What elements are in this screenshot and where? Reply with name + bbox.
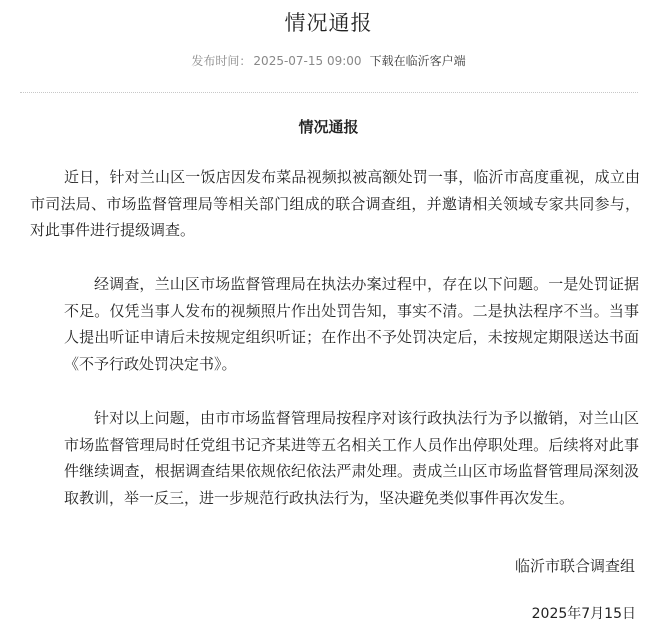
paragraph-1-text: 近日，针对兰山区一饭店因发布菜品视频拟被高额处罚一事，临沂市高度重视，成立由市司法局、市场监督管理局等相关部门组成的联合调查组，并邀请相关领域专家共同参与，对此事件进行提级调查。 [30, 168, 640, 239]
publish-time-label: 发布时间： [191, 54, 252, 68]
publish-time: 2025-07-15 09:00 [253, 54, 362, 68]
publish-meta [0, 52, 657, 70]
paragraph-3: 针对以上问题，由市市场监督管理局按程序对该行政执法行为予以撤销，对兰山区市场监督管理局时任党组书记齐某进等五名相关工作人员作出停职处理。后续将对此事件继续调查，根据调查结果依规依纪依法严肃处理。责成兰山区市场监督管理局深刻汲取教训，举一反三，进一步规范行政执法行为，坚决避免类似事件再次发生。 [64, 409, 639, 507]
signature-date: 2025年7月15日 [531, 606, 636, 622]
paragraph-1 [30, 164, 640, 244]
article-heading: 情况通报 [298, 118, 359, 136]
download-app-link[interactable]: 下载在临沂客户端 [369, 54, 466, 68]
header-divider [20, 92, 638, 93]
page-title: 情况通报 [284, 11, 373, 35]
signature: 临沂市联合调查组 [514, 557, 635, 575]
paragraph-2: 经调查，兰山区市场监督管理局在执法办案过程中，存在以下问题。一是处罚证据不足。仅凭当事人发布的视频照片作出处罚告知，事实不清。二是执法程序不当。当事人提出听证申请后未按规定组织听证；在作出不予处罚决定后，未按规定期限送达书面《不予行政处罚决定书》。 [64, 275, 639, 373]
